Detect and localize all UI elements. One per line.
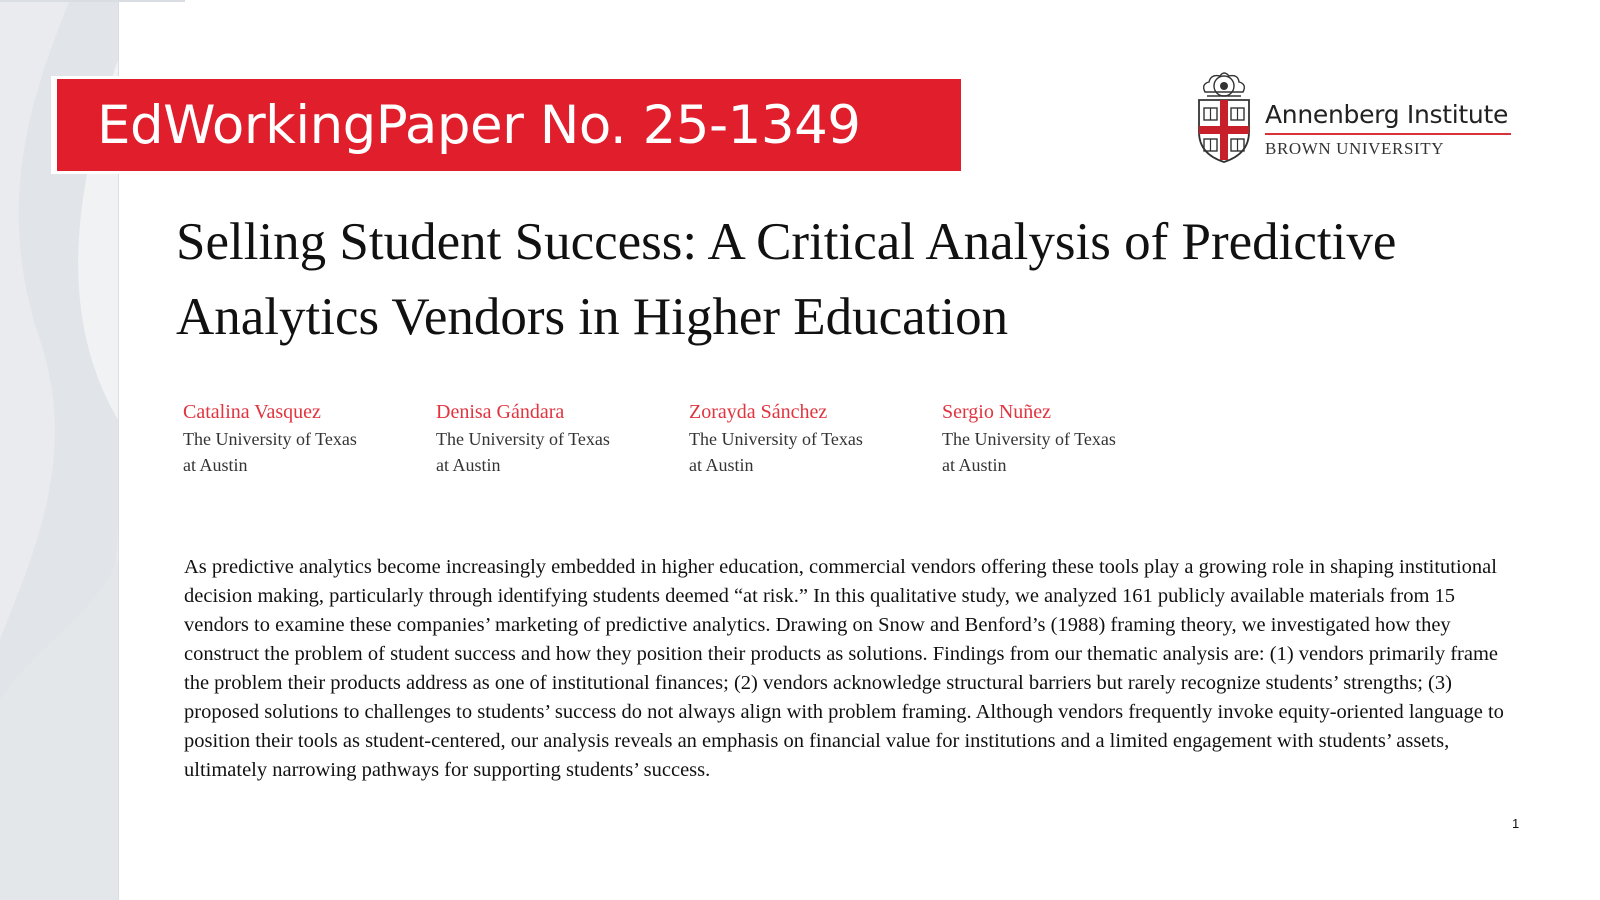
page-number: 1: [1512, 816, 1520, 831]
working-paper-banner: [51, 76, 961, 174]
annenberg-logo: [1193, 70, 1523, 166]
author-affiliation: at Austin: [689, 455, 754, 475]
author-affiliation: The University of Texas: [436, 429, 610, 449]
brown-university-crest-icon: [1193, 70, 1255, 166]
author: [183, 398, 436, 478]
author-affiliation: The University of Texas: [942, 429, 1116, 449]
logo-divider: [1265, 133, 1511, 135]
author-name: Catalina Vasquez: [183, 401, 321, 423]
institute-name: Annenberg Institute: [1265, 100, 1509, 129]
top-rule: [0, 0, 185, 2]
author-affiliation: at Austin: [942, 455, 1007, 475]
banner-red-box: [57, 79, 961, 171]
author: [689, 398, 942, 478]
author-name: Sergio Nuñez: [942, 401, 1052, 423]
author: [436, 398, 689, 478]
author-name: Denisa Gándara: [436, 401, 565, 423]
abstract: As predictive analytics become increasingly embedded in higher education, commercial vendors offering these tools play a growing role in shaping institutional decision making, particularly through identifying students deemed “at risk.” In this qualitative study, we analyzed 161 publicly available materials from 15 vendors to examine these companies’ marketing of predictive analytics. Drawing on Snow and Benford’s (1988) framing theory, we investigated how they construct the problem of student success and how they position their products as solutions. Findings from our thematic analysis are: (1) vendors primarily frame the problem their products address as one of institutional finances; (2) vendors acknowledge structural barriers but rarely recognize students’ strengths; (3) proposed solutions to challenges to students’ success do not always align with problem framing. Although vendors frequently invoke equity-oriented language to position their tools as student-centered, our analysis reveals an emphasis on financial value for institutions and a limited engagement with students’ assets, ultimately narrowing pathways for supporting students’ success.: [184, 556, 1504, 781]
author-affiliation: The University of Texas: [183, 429, 357, 449]
paper-title: Selling Student Success: A Critical Analysis of Predictive Analytics Vendors in Higher Education: [176, 213, 1397, 346]
university-name: BROWN UNIVERSITY: [1265, 139, 1445, 158]
working-paper-number: EdWorkingPaper No. 25-1349: [97, 94, 861, 156]
author-affiliation: at Austin: [183, 455, 248, 475]
author-list: [183, 398, 1195, 478]
author-name: Zorayda Sánchez: [689, 401, 828, 423]
author: [942, 398, 1195, 478]
author-affiliation: The University of Texas: [689, 429, 863, 449]
author-affiliation: at Austin: [436, 455, 501, 475]
